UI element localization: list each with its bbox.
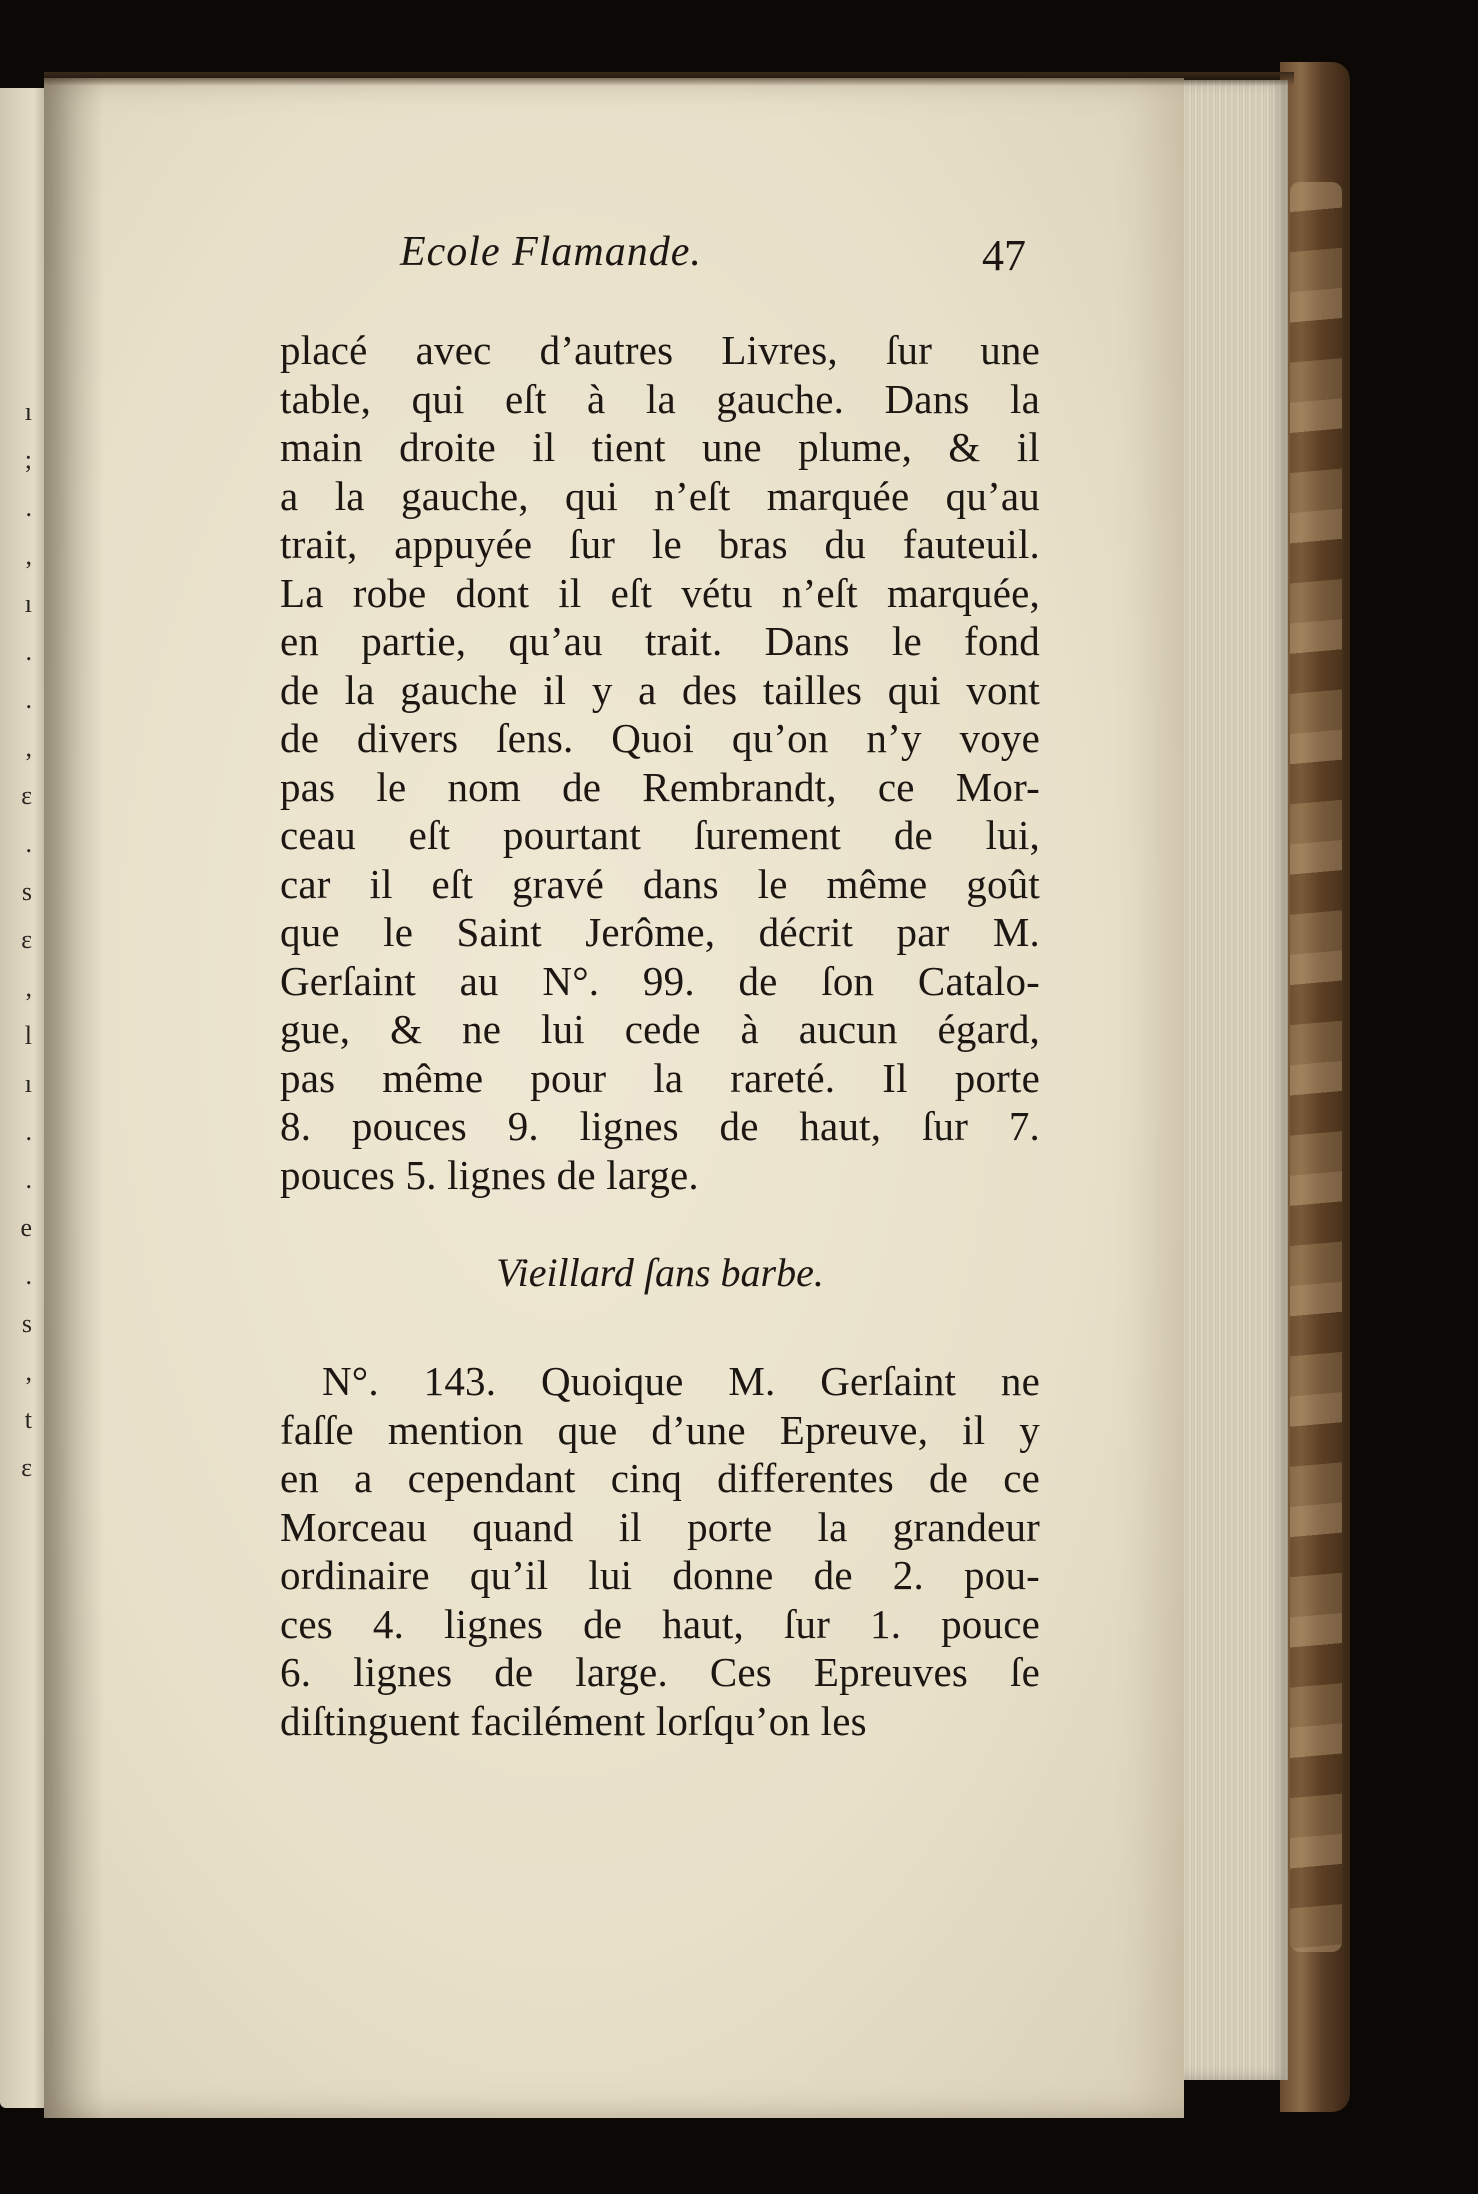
top-edge-shadow [44,72,1294,86]
text-line: 6. lignes de large. Ces Epreuves ſe [280,1649,1040,1695]
margin-char: , [25,733,32,762]
text-line: ceau eſt pourtant ſurement de lui, [280,812,1040,858]
text-line: diſtinguent facilément lorſqu’on les [280,1697,867,1744]
text-line: 8. pouces 9. lignes de haut, ſur 7. [280,1103,1040,1149]
page-number: 47 [982,231,1026,280]
margin-char: . [25,1117,32,1146]
page-header [280,228,1040,288]
margin-char: ı [24,1069,32,1098]
margin-char: . [25,1165,32,1194]
text-line: pouces 5. lignes de large. [280,1151,699,1198]
text-line: Morceau quand il porte la grandeur [280,1503,1040,1550]
margin-char: ɛ [21,925,32,954]
margin-char: ı [24,589,32,618]
margin-char: l [24,1021,32,1050]
paragraph-2 [280,1357,1040,1745]
text-line: en a cependant cinq differentes de ce [280,1455,1040,1501]
margin-char: ɛ [21,1453,32,1482]
margin-char: . [25,829,32,858]
margin-char: . [25,685,32,714]
text-line: gue, & ne lui cede à aucun égard, [280,1006,1040,1052]
text-line: a la gauche, qui n’eſt marquée qu’au [280,472,1040,519]
previous-page-margin-chars [2,388,32,1888]
spine-shadow [44,78,104,2118]
text-line: La robe dont il eſt vétu n’eſt marquée, [280,569,1040,616]
margin-char: ɛ [21,781,32,810]
text-line: pas le nom de Rembrandt, ce Mor- [280,763,1040,810]
margin-char: ; [24,445,32,474]
page-text [280,228,1040,1745]
margin-char: , [25,973,32,1002]
margin-char: ı [24,397,32,426]
running-head: Ecole Flamande. [400,229,702,275]
text-line: que le Saint Jerôme, décrit par M. [280,909,1040,955]
text-line: table, qui eſt à la gauche. Dans la [280,375,1040,422]
text-line: car il eſt gravé dans le même goût [280,860,1040,907]
text-line: N°. 143. Quoique M. Gerſaint ne [322,1358,1040,1404]
margin-char: . [25,493,32,522]
margin-char: , [25,1357,32,1386]
margin-char: e [20,1213,32,1242]
margin-char: . [25,637,32,666]
text-line: pas même pour la rareté. Il porte [280,1054,1040,1101]
text-line: faſſe mention que d’une Epreuve, il y [280,1406,1040,1453]
text-line: de la gauche il y a des tailles qui vont [280,666,1040,713]
text-line: en partie, qu’au trait. Dans le fond [280,618,1040,664]
margin-char: s [21,1309,32,1338]
margin-char: s [21,877,32,906]
book-cover-edge [1280,62,1350,2112]
section-title: Vieillard ſans barbe. [496,1250,824,1295]
text-line: trait, appuyée ſur le bras du fauteuil. [280,521,1040,567]
paragraph-1 [280,326,1040,1199]
text-line: de divers ſens. Quoi qu’on n’y voye [280,715,1040,761]
text-line: ces 4. lignes de haut, ſur 1. pouce [280,1600,1040,1647]
margin-char: , [25,541,32,570]
text-line: ordinaire qu’il lui donne de 2. pou- [280,1552,1040,1598]
text-line: Gerſaint au N°. 99. de ſon Catalo- [280,957,1040,1004]
page-block-edges [1168,80,1288,2080]
margin-char: t [24,1405,32,1434]
text-line: placé avec d’autres Livres, ſur une [280,327,1040,373]
text-line: main droite il tient une plume, & il [280,424,1040,470]
margin-char: . [25,1261,32,1290]
previous-page-edge [0,88,48,2108]
